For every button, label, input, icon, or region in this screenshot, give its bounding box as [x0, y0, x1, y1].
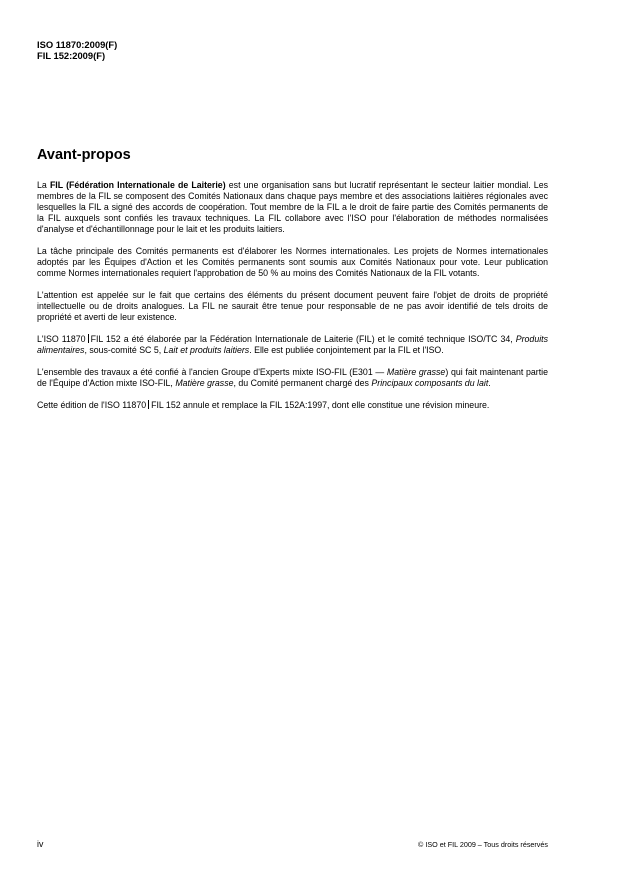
paragraph-3: L'attention est appelée sur le fait que certains des éléments du présent document peuvent faire l'objet de droits de propriété intellectuelle ou de droits analogues. La FIL ne saurait être tenue pour responsable de ne pas avoir identifié de tels droits de propriété et averti de leur existence.	[37, 290, 548, 322]
page-number: iv	[37, 839, 44, 849]
section-title: Avant-propos	[37, 147, 131, 163]
separator-bar	[88, 334, 89, 343]
paragraph-4: L'ISO 11870 FIL 152 a été élaborée par la Fédération Internationale de Laiterie (FIL) et le comité technique ISO/TC 34, Produits alimentaires, sous-comité SC 5, Lait et produits laitiers. Elle est publiée conjointement par la FIL et l'ISO.	[37, 334, 549, 355]
foreword-body	[37, 180, 548, 422]
fil-name: FIL (Fédération Internationale de Laiterie)	[49, 180, 226, 190]
iso-number: ISO 11870:2009(F)	[37, 39, 118, 50]
fil-number: FIL 152:2009(F)	[37, 50, 106, 61]
paragraph-6: Cette édition de l'ISO 11870 FIL 152 annule et remplace la FIL 152A:1997, dont elle constitue une révision mineure.	[37, 400, 490, 410]
paragraph-5: L'ensemble des travaux a été confié à l'ancien Groupe d'Experts mixte ISO-FIL (E301 — Matière grasse) qui fait maintenant partie de l'Équipe d'Action mixte ISO-FIL, Matière grasse, du Comité permanent chargé des Principaux composants du lait.	[37, 367, 549, 388]
paragraph-1: La FIL (Fédération Internationale de Laiterie) est une organisation sans but lucratif représentant le secteur laitier mondial. Les membres de la FIL se composent des Comités Nationaux dans chaque pays membre et des associations laitières régionales avec lesquelles la FIL a signé des accords de coopération. Tout membre de la FIL a le droit de faire partie des Comités permanents de la FIL auxquels sont confiés les travaux techniques. La FIL collabore avec l'ISO pour l'élaboration de méthodes normalisées d'analyse et d'échantillonnage pour le lait et les produits laitiers.	[37, 180, 548, 234]
separator-bar	[148, 400, 149, 409]
copyright-notice: © ISO et FIL 2009 – Tous droits réservés	[418, 840, 548, 849]
paragraph-2: La tâche principale des Comités permanents est d'élaborer les Normes internationales. Les projets de Normes internationales adoptés par les Équipes d'Action et les Comités permanents sont soumis aux Comités Nationaux pour vote. Leur publication comme Normes internationales requiert l'approbation de 50 % au moins des Comités Nationaux de la FIL votants.	[37, 246, 548, 278]
document-identifier	[37, 39, 117, 61]
